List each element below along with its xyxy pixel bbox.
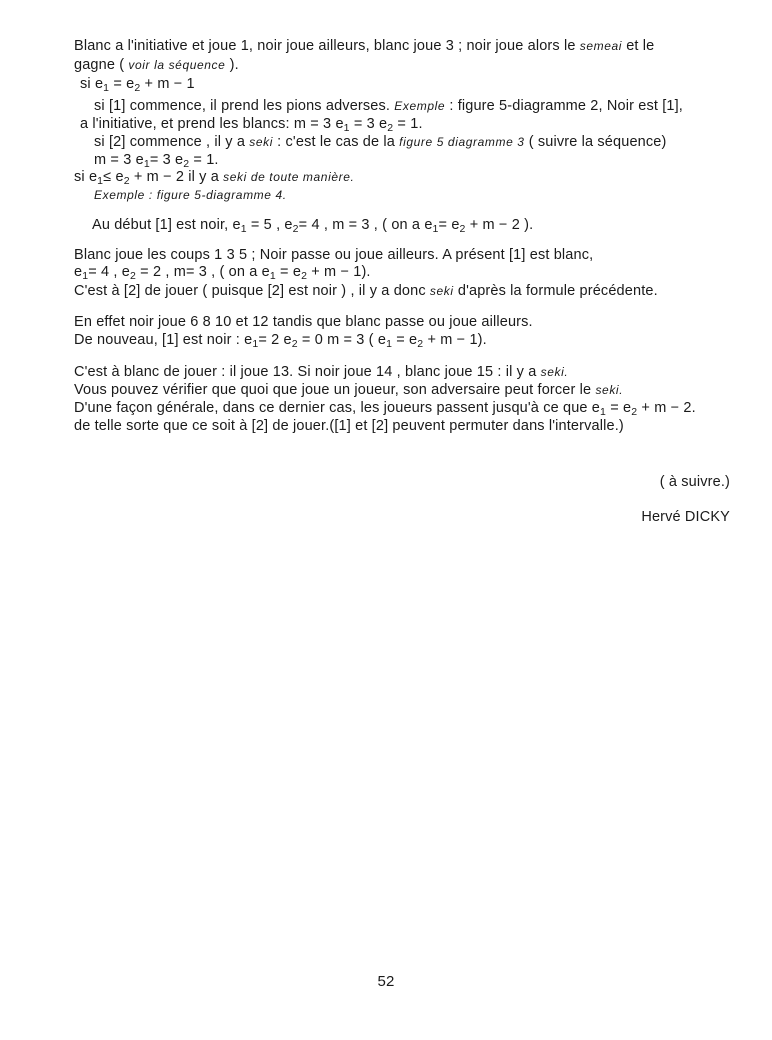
italic-text: seki. — [595, 383, 624, 397]
text-run: si [2] commence , il y a — [94, 134, 250, 150]
text-run: de telle sorte que ce soit à [2] de jouer.([1] et [2] peuvent permuter dans l'intervalle.) — [74, 418, 624, 434]
text-run: : figure 5-diagramme 2, Noir est [1], — [445, 98, 683, 114]
text-run: et le — [622, 38, 655, 54]
subscript: 1 — [600, 406, 607, 418]
subscript: 1 — [386, 338, 393, 350]
paragraph-3-line-1 — [74, 246, 593, 264]
paragraph-4-line-1 — [74, 313, 533, 331]
subscript: 2 — [129, 270, 136, 282]
text-run: d'après la formule précédente. — [453, 283, 658, 299]
text-run: m = 3 e — [94, 152, 144, 168]
text-run: ≤ e — [103, 169, 124, 185]
text-run: = 5 , e — [246, 217, 293, 233]
example-line — [94, 186, 287, 204]
paragraph-2-line-1 — [92, 216, 533, 238]
italic-text: seki — [249, 135, 273, 149]
paragraph-3-line-3 — [74, 282, 658, 300]
text-line-1 — [74, 37, 654, 55]
text-run: = 3 e — [149, 152, 184, 168]
text-run: De nouveau, [1] est noir : e — [74, 332, 253, 348]
subscript: 1 — [240, 223, 247, 235]
text-run: C'est à blanc de jouer : il joue 13. Si noir joue 14 , blanc joue 15 : il y a — [74, 364, 541, 380]
text-run: = 0 m = 3 ( e — [297, 332, 387, 348]
text-run: si e — [80, 76, 104, 92]
text-run: a l'initiative, et prend les blancs: m = 3 e — [80, 116, 344, 132]
subscript: 2 — [631, 406, 638, 418]
text-run: si [1] commence, il prend les pions adverses. — [94, 98, 395, 114]
italic-text: semeai — [579, 39, 623, 53]
paragraph-4-line-2 — [74, 331, 487, 353]
text-run: si e — [74, 169, 98, 185]
italic-text: Exemple — [394, 99, 446, 113]
subscript: 1 — [82, 270, 89, 282]
to-be-continued: ( à suivre.) — [659, 474, 730, 490]
italic-text: Exemple : figure 5-diagramme 4. — [94, 188, 287, 202]
text-run: = 4 , m = 3 , ( on a e — [298, 217, 433, 233]
italic-text: figure 5 diagramme 3 — [399, 135, 525, 149]
text-run: = e — [275, 264, 302, 280]
text-run: Blanc joue les coups 1 3 5 ; Noir passe ou joue ailleurs. A présent [1] est blanc, — [74, 247, 594, 263]
italic-text: seki de toute manière. — [223, 170, 355, 184]
text-run: D'une façon générale, dans ce dernier cas, les joueurs passent jusqu'à ce que e — [74, 400, 601, 416]
text-run: = 2 , m= 3 , ( on a e — [135, 264, 270, 280]
subscript: 2 — [301, 270, 308, 282]
paragraph-5-line-2 — [74, 381, 623, 399]
subscript: 2 — [417, 338, 424, 350]
text-run: + m − 2. — [637, 400, 696, 416]
subscript: 2 — [134, 82, 141, 94]
subscript: 1 — [269, 270, 276, 282]
subscript: 1 — [143, 158, 150, 170]
text-run: C'est à [2] de jouer ( puisque [2] est noir ) , il y a donc — [74, 283, 430, 299]
paragraph-5-line-1 — [74, 363, 568, 381]
text-run: = 1. — [189, 152, 219, 168]
text-run: Vous pouvez vérifier que quoi que joue un joueur, son adversaire peut forcer le — [74, 382, 596, 398]
text-run: gagne ( — [74, 57, 129, 73]
subscript: 1 — [343, 122, 350, 134]
text-line-5 — [94, 133, 666, 151]
text-run: En effet noir joue 6 8 10 et 12 tandis que blanc passe ou joue ailleurs. — [74, 314, 533, 330]
text-run: + m − 1 — [140, 76, 195, 92]
text-run: ( suivre la séquence) — [524, 134, 667, 150]
text-run: = e — [606, 400, 632, 416]
subscript: 1 — [97, 175, 104, 187]
subscript: 2 — [292, 223, 299, 235]
text-line-3 — [94, 97, 683, 115]
subscript: 1 — [103, 82, 110, 94]
text-run: = 4 , e — [88, 264, 130, 280]
text-line-2 — [74, 56, 239, 74]
author-signature: Hervé DICKY — [641, 509, 730, 525]
text-run: = 3 e — [349, 116, 388, 132]
subscript: 2 — [387, 122, 394, 134]
italic-text: voir la séquence — [128, 58, 226, 72]
condition-line-1 — [80, 75, 195, 97]
text-run: e — [74, 264, 83, 280]
subscript: 1 — [252, 338, 259, 350]
subscript: 2 — [123, 175, 130, 187]
text-run: = 1. — [393, 116, 423, 132]
text-run: : c'est le cas de la — [273, 134, 400, 150]
text-run: ). — [225, 57, 239, 73]
subscript: 2 — [183, 158, 190, 170]
text-run: = e — [392, 332, 418, 348]
paragraph-5-line-4 — [74, 417, 624, 435]
italic-text: seki. — [540, 365, 569, 379]
text-run: = e — [109, 76, 135, 92]
subscript: 2 — [459, 223, 466, 235]
subscript: 2 — [291, 338, 298, 350]
text-run: + m − 1). — [423, 332, 487, 348]
text-run: Au début [1] est noir, e — [92, 217, 241, 233]
text-run: + m − 1). — [307, 264, 371, 280]
text-run: = 2 e — [258, 332, 292, 348]
text-run: Blanc a l'initiative et joue 1, noir joue ailleurs, blanc joue 3 ; noir joue alors le — [74, 38, 580, 54]
subscript: 1 — [432, 223, 439, 235]
page-number: 52 — [377, 973, 395, 990]
text-run: + m − 2 il y a — [129, 169, 224, 185]
text-run: + m − 2 ). — [465, 217, 534, 233]
italic-text: seki — [429, 284, 454, 298]
text-run: = e — [438, 217, 460, 233]
